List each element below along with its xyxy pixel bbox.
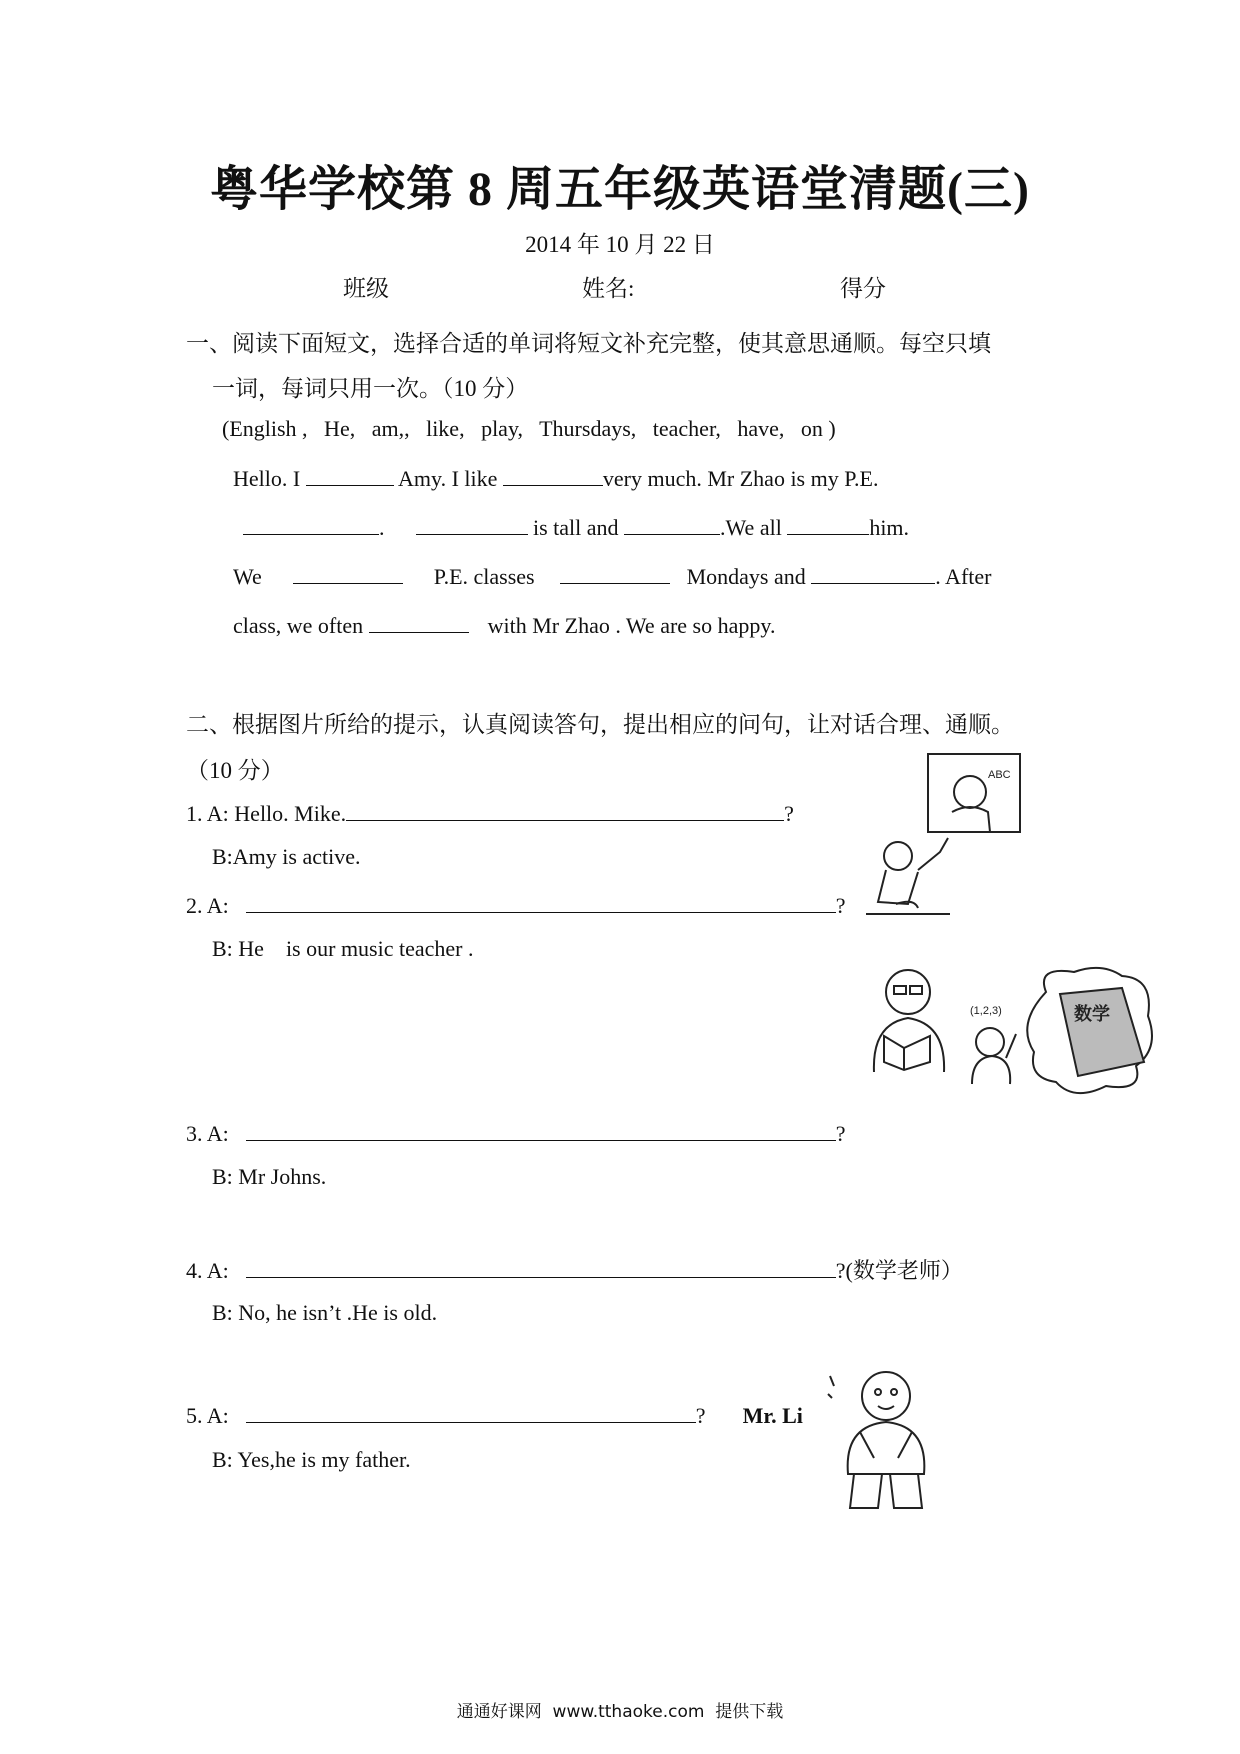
blank-4[interactable] [416,512,528,535]
board-text: ABC [988,769,1011,781]
question-mark: ?(数学老师） [835,1258,963,1283]
passage-line1 [233,463,878,492]
question-4 [186,1254,963,1285]
question-2 [186,890,846,919]
question-mark: ? [695,1403,706,1428]
question-3 [186,1118,846,1147]
text-fragment: . [379,515,385,540]
name-label: 姓名: [582,276,635,301]
answer-line-5[interactable] [246,1400,696,1423]
question-text: 3. A: [186,1121,229,1146]
answer-line-3[interactable] [246,1118,836,1141]
question-text: 4. A: [186,1258,229,1283]
text-fragment: with Mr Zhao . We are so happy. [487,613,776,638]
section2-instruction-line2: （10 分） [186,758,284,783]
blank-3[interactable] [243,512,379,535]
blank-9[interactable] [811,561,935,584]
text-fragment: is tall and [533,515,619,540]
exam-date: 2014 年 10 月 22 日 [525,232,715,257]
score-label: 得分 [840,276,886,301]
answer-line-1[interactable] [346,798,784,821]
text-fragment: .We all [720,515,782,540]
page-title: 粤华学校第 8 周五年级英语堂清题(三) [210,163,1030,216]
question-mark: ? [835,893,846,918]
text-fragment: very much. Mr Zhao is my P.E. [602,466,879,491]
text-fragment: Amy. I like [398,466,498,491]
teacher-board-illustration [856,752,1026,922]
answer-2: B: He is our music teacher . [212,936,474,961]
text-fragment: Mondays and [686,564,806,589]
mr-li-illustration [820,1362,950,1522]
footer-text: 通通好课网 www.tthaoke.com 提供下载 [456,1702,784,1722]
math-book-label: 数学 [1074,1004,1110,1025]
blank-1[interactable] [306,463,394,486]
question-text: 1. A: Hello. Mike. [186,801,347,826]
answer-3: B: Mr Johns. [212,1164,327,1189]
class-label: 班级 [343,276,389,301]
question-text: 5. A: [186,1403,229,1428]
question-mark: ? [835,1121,846,1146]
blank-2[interactable] [503,463,603,486]
question-1 [186,798,794,827]
math-teacher-illustration [860,962,1160,1102]
blank-10[interactable] [369,610,469,633]
text-fragment: Hello. I [233,466,301,491]
text-fragment: We [233,564,262,589]
text-fragment: class, we often [233,613,364,638]
answer-4: B: No, he isn’t .He is old. [212,1300,438,1325]
text-fragment: P.E. classes [433,564,535,589]
text-fragment: him. [869,515,910,540]
answer-5: B: Yes,he is my father. [212,1447,411,1472]
question-5 [186,1400,803,1429]
section2-instruction-line1: 二、根据图片所给的提示，认真阅读答句，提出相应的问句，让对话合理、通顺。 [186,712,1014,737]
blank-8[interactable] [560,561,670,584]
blank-7[interactable] [293,561,403,584]
question-mark: ? [784,801,794,826]
word-bank: (English , He, am,, like, play, Thursdays, teacher, have, on ) [222,416,836,441]
text-fragment: . After [935,564,992,589]
section1-instruction-line1: 一、阅读下面短文，选择合适的单词将短文补充完整，使其意思通顺。每空只填 [186,331,991,356]
passage-line2 [243,512,909,541]
blank-5[interactable] [624,512,720,535]
answer-1: B:Amy is active. [212,844,361,869]
passage-line4 [233,610,775,639]
answer-line-2[interactable] [246,890,836,913]
question-text: 2. A: [186,893,229,918]
blank-6[interactable] [787,512,869,535]
passage-line3 [233,561,991,590]
speech-text: (1,2,3) [970,1005,1002,1017]
section1-instruction-line2: 一词，每词只用一次。（10 分） [212,376,529,401]
person-name: Mr. Li [742,1403,803,1428]
answer-line-4[interactable] [246,1255,836,1278]
